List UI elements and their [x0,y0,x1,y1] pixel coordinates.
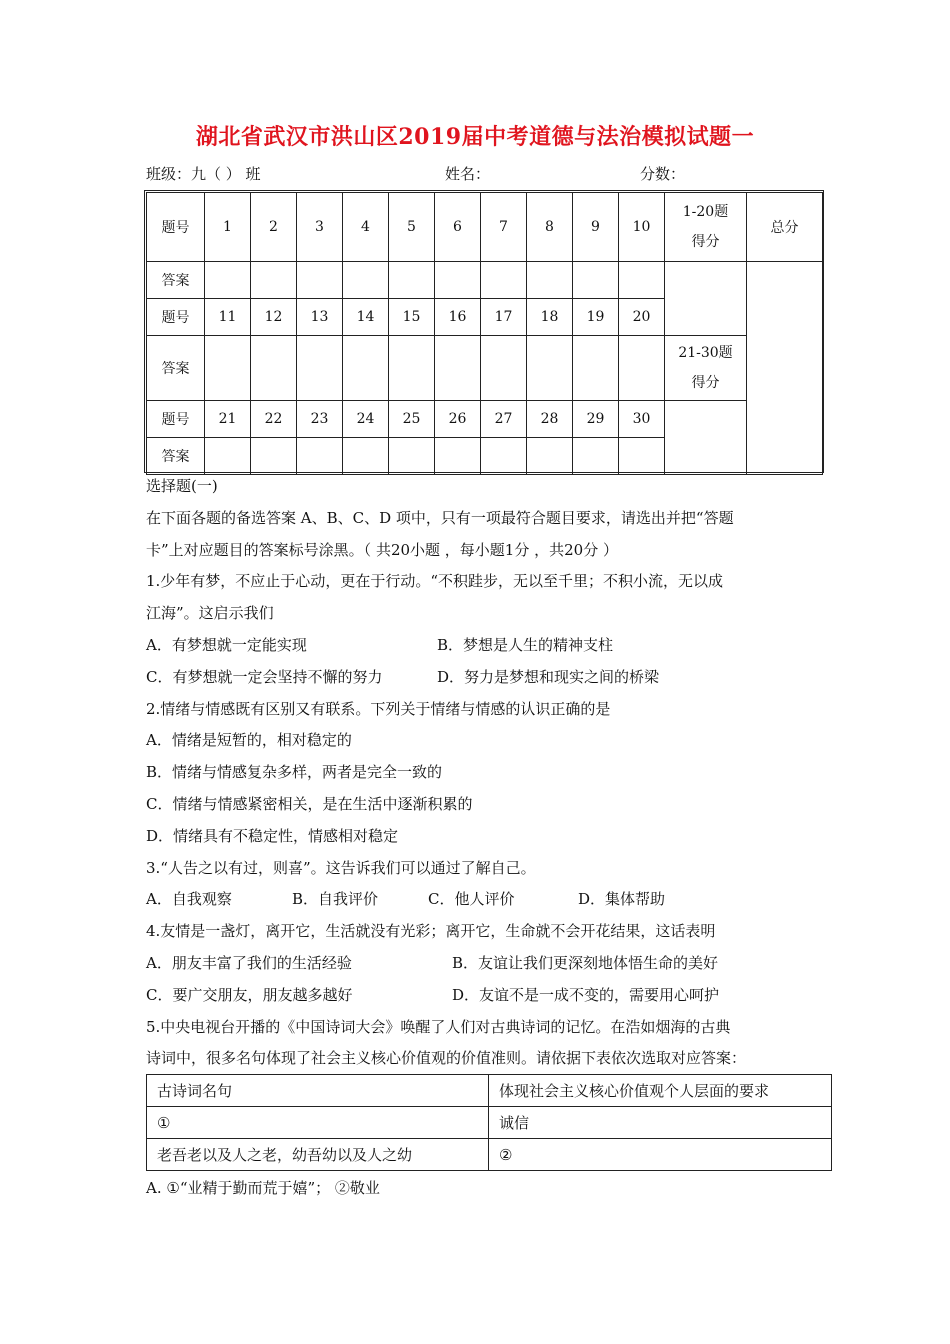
question-number: 20 [619,299,665,336]
q4-options-row [146,948,806,980]
score-1-20-sublabel: 得分 [691,234,720,250]
total-score-header: 总分 [747,193,823,262]
answer-cell[interactable] [527,336,573,401]
score-21-30-header [665,336,747,401]
answer-cell[interactable] [573,336,619,401]
question-number: 7 [481,193,527,262]
table-row [147,1075,832,1107]
q1-stem: 1.少年有梦，不应止于心动，更在于行动。“不积跬步，无以至千里；不积小流，无以成 [146,572,723,591]
question-number: 23 [297,401,343,438]
q2-option-c[interactable]: C．情绪与情感紧密相关，是在生活中逐渐积累的 [146,794,473,813]
total-score-cell[interactable] [747,262,823,475]
q5-stem: 诗词中，很多名句体现了社会主义核心价值观的价值准则。请依据下表依次选取对应答案： [146,1049,747,1068]
section-title: 选择题(一) [146,477,218,495]
q1-option-d[interactable]: D．努力是梦想和现实之间的桥梁 [437,667,660,686]
q1-option-c[interactable]: C．有梦想就一定会坚持不懈的努力 [146,667,383,686]
q3-option-d[interactable]: D．集体帮助 [578,890,666,909]
q1-option-b[interactable]: B．梦想是人生的精神支柱 [437,635,614,654]
q3-stem: 3.“人告之以有过，则喜”。这告诉我们可以通过了解自己。 [146,858,536,877]
q1-options-row [146,630,806,662]
table-row [147,193,823,262]
question-number: 16 [435,299,481,336]
question-number: 15 [389,299,435,336]
instruction-line: 在下面各题的备选答案 A、B、C、D 项中，只有一项最符合题目要求，请选出并把“答题 [146,508,734,527]
table-cell: 体现社会主义核心价值观个人层面的要求 [489,1075,832,1107]
answer-cell[interactable] [481,262,527,299]
q1-option-a[interactable]: A．有梦想就一定能实现 [146,635,307,654]
score-1-20-cell[interactable] [665,262,747,336]
question-number: 6 [435,193,481,262]
instruction-line: 卡”上对应题目的答案标号涂黑。（ 共20小题 ，每小题1分 ，共20分 ） [146,540,618,559]
answer-cell[interactable] [435,262,481,299]
answer-cell[interactable] [205,336,251,401]
q2-stem: 2.情绪与情感既有区别又有联系。下列关于情绪与情感的认识正确的是 [146,699,611,718]
question-number: 9 [573,193,619,262]
table-cell: ① [147,1107,489,1139]
answer-cell[interactable] [251,438,297,475]
question-number: 5 [389,193,435,262]
question-number: 3 [297,193,343,262]
question-number: 24 [343,401,389,438]
question-number: 4 [343,193,389,262]
answer-cell[interactable] [435,336,481,401]
table-cell: ② [489,1139,832,1171]
name-field-label: 姓名： [445,165,491,183]
answer-cell[interactable] [297,336,343,401]
q2-option-b[interactable]: B．情绪与情感复杂多样，两者是完全一致的 [146,763,443,782]
answer-cell[interactable] [389,438,435,475]
q5-table [146,1074,832,1171]
question-number: 11 [205,299,251,336]
question-number: 18 [527,299,573,336]
question-number: 14 [343,299,389,336]
question-number: 8 [527,193,573,262]
q4-options-row [146,980,806,1012]
class-field-label: 班级：九（ ） 班 [146,165,261,183]
question-number: 27 [481,401,527,438]
score-1-20-header [665,193,747,262]
q4-option-d[interactable]: D．友谊不是一成不变的，需要用心呵护 [452,985,720,1004]
question-number: 1 [205,193,251,262]
score-21-30-label: 21-30题 [678,345,733,361]
answer-cell[interactable] [343,336,389,401]
question-number: 12 [251,299,297,336]
answer-cell[interactable] [343,438,389,475]
answer-cell[interactable] [619,336,665,401]
q1-options-row [146,662,806,694]
q3-options-row [146,884,806,916]
q4-stem: 4.友情是一盏灯，离开它，生活就没有光彩；离开它，生命就不会开花结果，这话表明 [146,922,716,941]
question-number: 17 [481,299,527,336]
q3-option-c[interactable]: C．他人评价 [428,890,515,909]
answer-cell[interactable] [435,438,481,475]
table-row [147,262,823,299]
page-title: 湖北省武汉市洪山区2019届中考道德与法治模拟试题一 [195,124,755,150]
q4-option-c[interactable]: C．要广交朋友，朋友越多越好 [146,985,353,1004]
answer-cell[interactable] [389,262,435,299]
score-field-label: 分数： [640,165,686,183]
score-21-30-sublabel: 得分 [691,375,720,391]
table-cell: 诚信 [489,1107,832,1139]
q5-options [146,1173,806,1205]
q3-option-a[interactable]: A．自我观察 [146,890,232,909]
question-number: 30 [619,401,665,438]
answer-cell[interactable] [481,438,527,475]
question-body [146,471,806,1075]
answer-cell[interactable] [297,438,343,475]
q2-option-a[interactable]: A．情绪是短暂的，相对稳定的 [146,731,352,750]
answer-cell[interactable] [573,438,619,475]
answer-cell[interactable] [527,438,573,475]
answer-cell[interactable] [343,262,389,299]
score-21-30-cell[interactable] [665,401,747,475]
q4-option-b[interactable]: B．友谊让我们更深刻地体悟生命的美好 [452,953,719,972]
q4-option-a[interactable]: A．朋友丰富了我们的生活经验 [146,953,352,972]
row-label: 题号 [147,299,205,336]
question-number: 26 [435,401,481,438]
answer-cell[interactable] [573,262,619,299]
question-number: 22 [251,401,297,438]
answer-cell[interactable] [527,262,573,299]
question-number: 28 [527,401,573,438]
q5-stem: 5.中央电视台开播的《中国诗词大会》唤醒了人们对古典诗词的记忆。在浩如烟海的古典 [146,1017,731,1036]
answer-cell[interactable] [619,438,665,475]
question-number: 25 [389,401,435,438]
answer-cell[interactable] [205,438,251,475]
question-number: 21 [205,401,251,438]
answer-cell[interactable] [297,262,343,299]
row-label: 答案 [147,336,205,401]
question-number: 19 [573,299,619,336]
score-1-20-label: 1-20题 [682,204,729,220]
q1-stem: 江海”。这启示我们 [146,604,274,623]
table-row [147,401,823,438]
q3-option-b[interactable]: B．自我评价 [292,890,379,909]
row-label: 题号 [147,193,205,262]
question-number: 2 [251,193,297,262]
q5-option-a[interactable]: A. ①“业精于勤而荒于嬉”； ②敬业 [146,1179,380,1197]
row-label: 题号 [147,401,205,438]
row-label: 答案 [147,438,205,475]
answer-cell[interactable] [251,262,297,299]
answer-cell[interactable] [481,336,527,401]
question-number: 29 [573,401,619,438]
answer-cell[interactable] [251,336,297,401]
answer-cell[interactable] [619,262,665,299]
table-cell: 老吾老以及人之老，幼吾幼以及人之幼 [147,1139,489,1171]
answer-table [146,192,823,475]
table-row [147,1139,832,1171]
answer-cell[interactable] [389,336,435,401]
row-label: 答案 [147,262,205,299]
table-row [147,336,823,401]
q2-option-d[interactable]: D．情绪具有不稳定性，情感相对稳定 [146,826,399,845]
table-cell: 古诗词名句 [147,1075,489,1107]
question-number: 10 [619,193,665,262]
question-number: 13 [297,299,343,336]
answer-cell[interactable] [205,262,251,299]
table-row [147,1107,832,1139]
